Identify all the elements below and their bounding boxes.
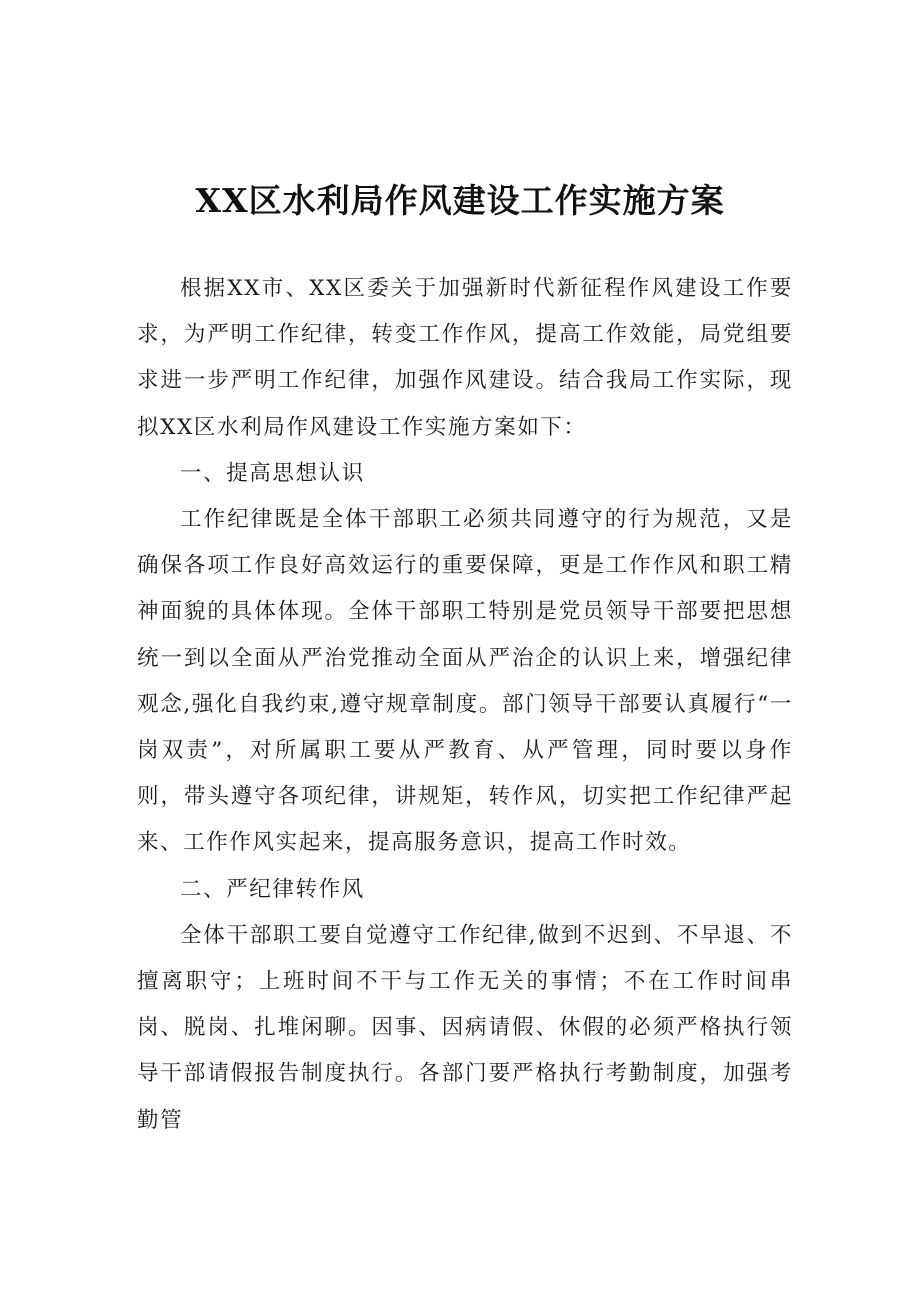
intro-paragraph: 根据XX市、XX区委关于加强新时代新征程作风建设工作要求，为严明工作纪律，转变工作作风，提高工作效能，局党组要求进一步严明工作纪律，加强作风建设。结合我局工作实际，现拟XX区水利局作风建设工作实施方案如下： <box>137 276 793 440</box>
section-heading-2: 二、严纪律转作风 <box>180 876 365 902</box>
document-body <box>137 266 793 1144</box>
document-title: XX区水利局作风建设工作实施方案 <box>195 181 725 220</box>
section-1-paragraph: 工作纪律既是全体干部职工必须共同遵守的行为规范，又是确保各项工作良好高效运行的重要保障，更是工作作风和职工精神面貌的具体体现。全体干部职工特别是党员领导干部要把思想统一到以全面从严治党推动全面从严治企的认识上来，增强纪律观念,强化自我约束,遵守规章制度。部门领导干部要认真履行“一岗双责”，对所属职工要从严教育、从严管理，同时要以身作则，带头遵守各项纪律，讲规矩，转作风，切实把工作纪律严起来、工作作风实起来，提高服务意识，提高工作时效。 <box>137 507 793 856</box>
section-2-paragraph: 全体干部职工要自觉遵守工作纪律,做到不迟到、不早退、不擅离职守；上班时间不干与工作无关的事情；不在工作时间串岗、脱岗、扎堆闲聊。因事、因病请假、休假的必须严格执行领导干部请假报告制度执行。各部门要严格执行考勤制度，加强考勤管 <box>137 922 793 1133</box>
section-heading-1: 一、提高思想认识 <box>180 460 365 486</box>
